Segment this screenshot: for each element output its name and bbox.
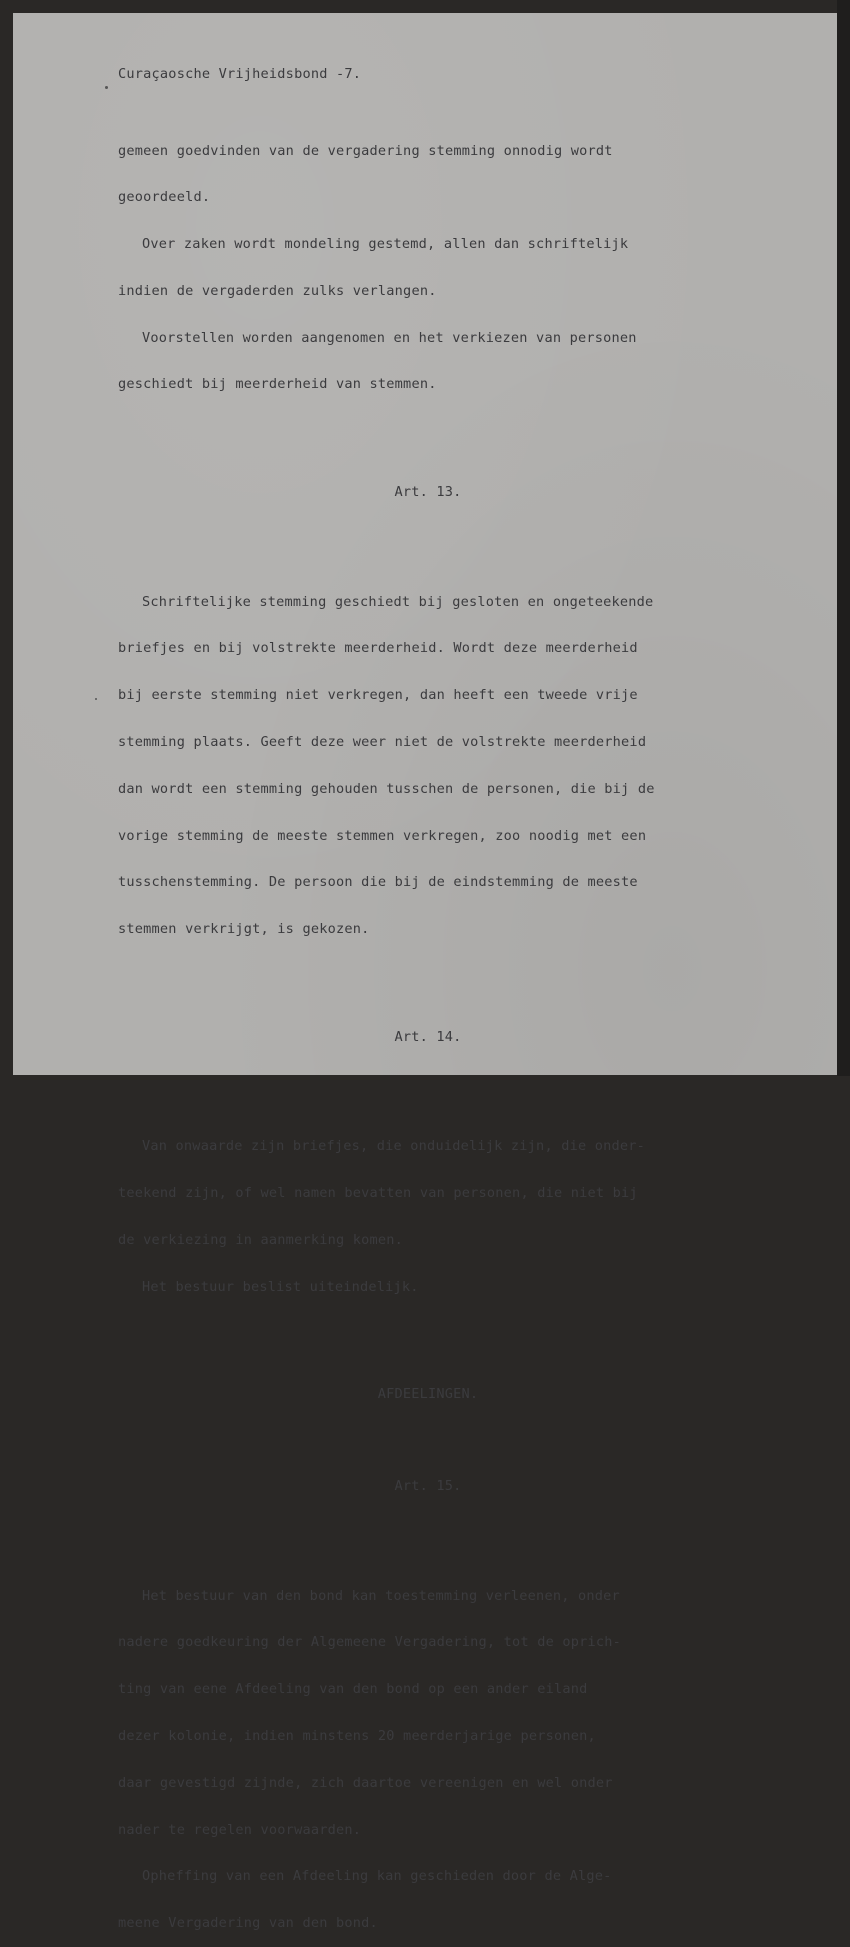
text-line: de verkiezing in aanmerking komen. [118, 1231, 404, 1248]
text-line: geoordeeld. [118, 189, 211, 206]
typed-text [118, 36, 738, 1947]
text-line: bij eerste stemming niet verkregen, dan heeft een tweede vrije [118, 687, 638, 704]
text-line: meene Vergadering van den bond. [118, 1915, 378, 1932]
text-line: stemming plaats. Geeft deze weer niet de volstrekte meerderheid [118, 733, 647, 750]
text-line: Voorstellen worden aangenomen en het verkiezen van personen [142, 329, 637, 346]
punch-mark [105, 86, 108, 89]
article-heading: Art. 14. [394, 1028, 462, 1045]
article-heading: Art. 13. [394, 484, 462, 501]
scan-border [837, 0, 850, 1076]
text-line: ting van eene Afdeeling van den bond op een ander eiland [118, 1681, 588, 1698]
text-line: geschiedt bij meerderheid van stemmen. [118, 376, 437, 393]
text-line: teekend zijn, of wel namen bevatten van personen, die niet bij [118, 1184, 638, 1201]
text-line: Het bestuur beslist uiteindelijk. [142, 1278, 419, 1295]
text-line: vorige stemming de meeste stemmen verkregen, zoo noodig met een [118, 827, 647, 844]
section-title: AFDEELINGEN. [377, 1386, 479, 1403]
text-line: stemmen verkrijgt, is gekozen. [118, 921, 370, 938]
text-line: Over zaken wordt mondeling gestemd, allen dan schriftelijk [142, 236, 629, 253]
text-line: daar gevestigd zijnde, zich daartoe vereenigen en wel onder [118, 1774, 613, 1791]
text-line: indien de vergaderden zulks verlangen. [118, 282, 437, 299]
text-line: briefjes en bij volstrekte meerderheid. Wordt deze meerderheid [118, 640, 638, 657]
text-line: Van onwaarde zijn briefjes, die onduidelijk zijn, die onder- [142, 1138, 646, 1155]
text-line: nader te regelen voorwaarden. [118, 1821, 362, 1838]
text-line: Opheffing van een Afdeeling kan geschieden door de Alge- [142, 1868, 612, 1885]
text-line: dezer kolonie, indien minstens 20 meerderjarige personen, [118, 1727, 596, 1744]
text-line: Het bestuur van den bond kan toestemming verleenen, onder [142, 1587, 620, 1604]
text-line: Schriftelijke stemming geschiedt bij gesloten en ongeteekende [142, 593, 654, 610]
text-line: nadere goedkeuring der Algemeene Vergadering, tot de oprich- [118, 1634, 622, 1651]
page-header: Curaçaosche Vrijheidsbond -7. [118, 66, 362, 83]
ink-speck [95, 698, 97, 700]
text-line: tusschenstemming. De persoon die bij de eindstemming de meeste [118, 874, 638, 891]
article-heading: Art. 15. [394, 1478, 462, 1495]
text-line: gemeen goedvinden van de vergadering stemming onnodig wordt [118, 142, 613, 159]
text-line: dan wordt een stemming gehouden tusschen de personen, die bij de [118, 780, 655, 797]
